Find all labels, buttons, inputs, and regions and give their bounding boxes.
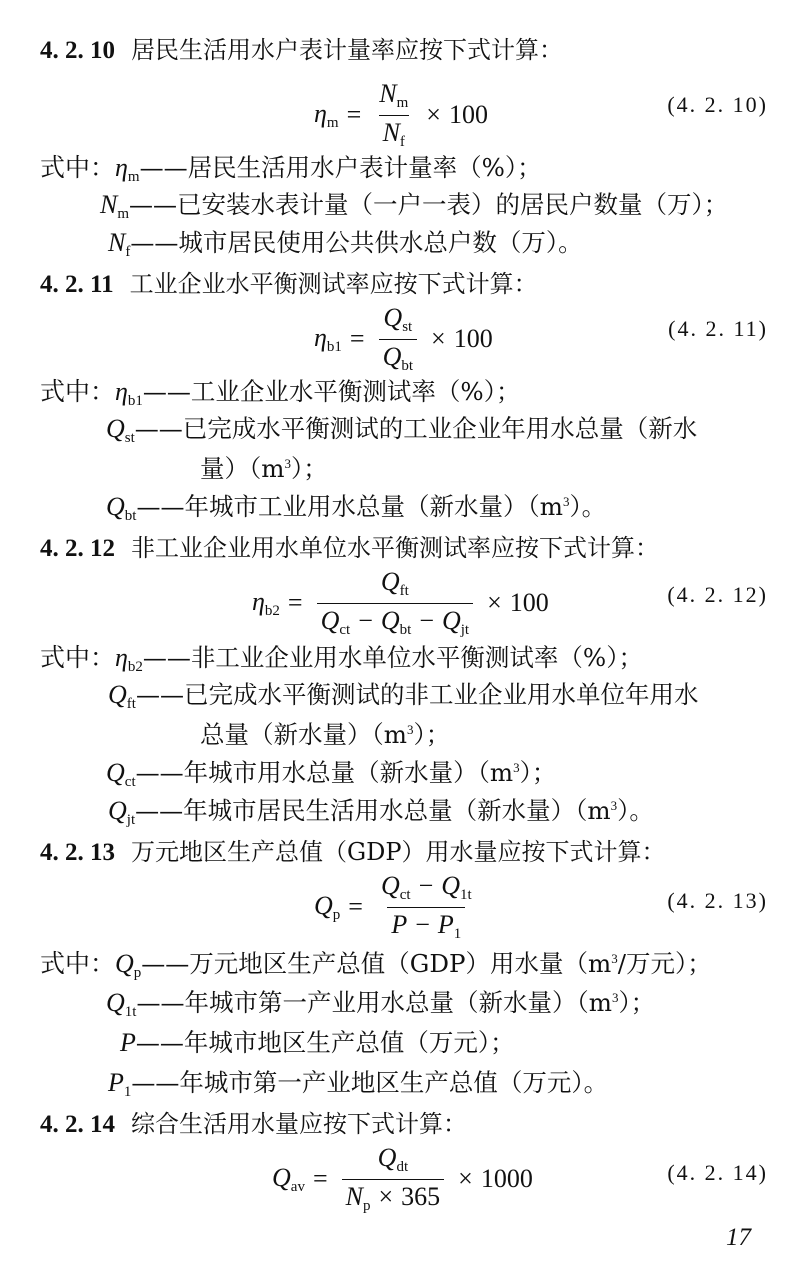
fraction: $\frac{Q_{dt}}{N_p \times 365}$ (342, 1144, 445, 1215)
definition-row: $Q_{st}——$已完成水平衡测试的工业企业年用水总量（新水 (106, 414, 698, 446)
equation-number: (4. 2. 14) (667, 1160, 768, 1185)
fraction: $\frac{N_m}{N_f}$ (379, 79, 409, 150)
section-heading (40, 528, 659, 563)
equation-number: (4. 2. 12) (667, 582, 768, 607)
definition-row: $Q_{ft}——$已完成水平衡测试的非工业企业用水单位年用水 (108, 680, 699, 712)
definition-row: $Q_{bt}——$年城市工业用水总量（新水量）$(m^3)$。 (106, 492, 607, 524)
definition-continuation: 量）$(m^3)$； (200, 454, 328, 483)
definition-row: $Q_{ct}——$年城市用水总量（新水量）$(m^3)$； (106, 758, 557, 790)
equation-number: (4. 2. 11) (668, 316, 768, 341)
section-number: 4. 2. 13 (40, 839, 115, 866)
definition-row: $P_1——$年城市第一产业地区生产总值（万元）。 (108, 1068, 609, 1100)
section-number: 4. 2. 10 (40, 37, 115, 64)
equation: $\eta_{b2}$ = $\frac{Q_{ft}}{Q_{ct} - Q_{bt} - Q_{jt}}$ × 100 (252, 567, 549, 638)
definition-row: $Q_{jt}——$年城市居民生活用水总量（新水量）$(m^3)$。 (108, 796, 654, 828)
equation: $\eta_{b1}$ = $\frac{Q_{st}}{Q_{bt}}$ × 100 (314, 303, 493, 374)
section-title: 万元地区生产总值（GDP）用水量应按下式计算： (131, 838, 666, 866)
definition-row: 式中：$\eta_m——$居民生活用水户表计量率（%）； (40, 153, 542, 185)
section-heading (40, 264, 538, 299)
section-number: 4. 2. 12 (40, 535, 115, 562)
section-heading (40, 30, 563, 65)
section-number: 4. 2. 14 (40, 1111, 115, 1138)
section-title: 居民生活用水户表计量率应按下式计算： (131, 36, 563, 64)
fraction: $\frac{Q_{st}}{Q_{bt}}$ (379, 304, 417, 375)
definition-row: 式中：$\eta_{b2}——$非工业企业用水单位水平衡测试率（%）； (40, 643, 643, 675)
definition-continuation: 总量（新水量）$(m^3)$； (200, 720, 451, 749)
section-title: 工业企业水平衡测试率应按下式计算： (129, 270, 538, 298)
definition-row: $Q_{1t}——$年城市第一产业用水总量（新水量）$(m^3)$； (106, 988, 656, 1020)
equation-number: (4. 2. 10) (667, 92, 768, 117)
fraction: $\frac{Q_{ft}}{Q_{ct} - Q_{bt} - Q_{jt}}$ (317, 568, 474, 639)
section-heading (40, 832, 666, 867)
page-number: 17 (726, 1224, 751, 1251)
where-label: 式中： (40, 377, 116, 406)
definition-row: P——年城市地区生产总值（万元）； (120, 1028, 515, 1057)
where-label: 式中： (40, 153, 116, 182)
equation: $\eta_m$ = $\frac{N_m}{N_f}$ × 100 (314, 79, 488, 150)
definition-row: $N_m——$已安装水表计量（一户一表）的居民户数量（万）； (100, 190, 729, 222)
where-label: 式中： (40, 949, 116, 978)
section-title: 非工业企业用水单位水平衡测试率应按下式计算： (131, 534, 659, 562)
fraction: $\frac{Q_{ct} - Q_{1t}}{P - P_1}$ (380, 871, 472, 942)
equation-number: (4. 2. 13) (667, 888, 768, 913)
equation: $Q_p$ = $\frac{Q_{ct} - Q_{1t}}{P - P_1}$ (314, 872, 482, 943)
definition-row: 式中：$\eta_{b1}——$工业企业水平衡测试率（%）； (40, 377, 521, 409)
section-title: 综合生活用水量应按下式计算： (131, 1110, 467, 1138)
equation: $Q_{av}$ = $\frac{Q_{dt}}{N_p \times 365}$ × 1000 (272, 1143, 533, 1214)
section-number: 4. 2. 11 (40, 271, 114, 298)
definition-row: 式中：$Q_p——$万元地区生产总值（GDP）用水量（$m^3/$万元）； (40, 949, 712, 981)
section-heading (40, 1104, 467, 1139)
definition-row: $N_f——$城市居民使用公共供水总户数（万）。 (108, 228, 583, 260)
where-label: 式中： (40, 643, 116, 672)
